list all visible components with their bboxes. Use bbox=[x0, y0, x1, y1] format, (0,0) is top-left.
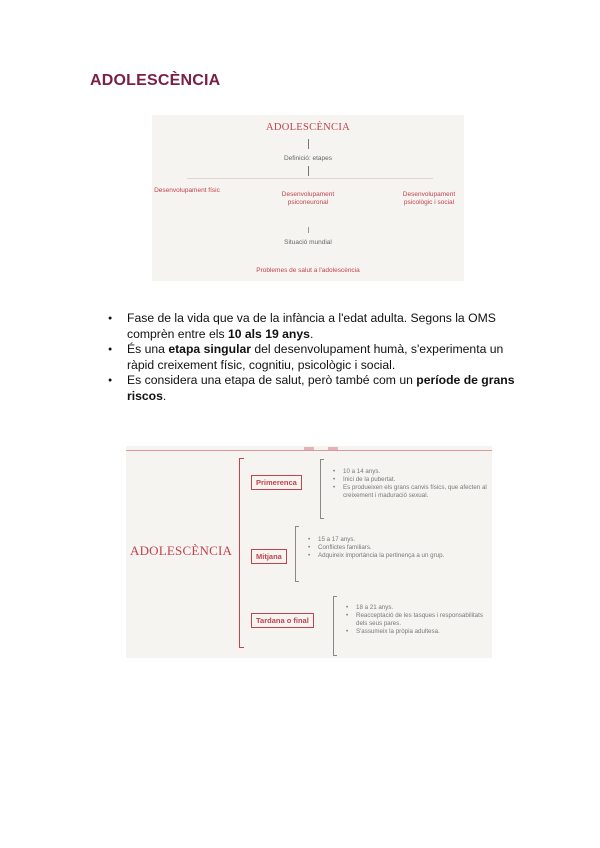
top-border-mark bbox=[304, 447, 314, 450]
figure-title: ADOLESCÈNCIA bbox=[265, 122, 351, 133]
situation-node: Situació mundial bbox=[284, 239, 332, 246]
footer-node: Problemes de salut a l'adolescència bbox=[256, 267, 360, 274]
top-border-mark bbox=[328, 447, 338, 450]
top-border-line bbox=[126, 450, 492, 451]
stage-label-early: Primerenca bbox=[251, 475, 302, 490]
stages-figure bbox=[126, 446, 492, 658]
main-bracket bbox=[239, 458, 244, 648]
bullet-item: ● Es considera una etapa de salut, però també com un període de grans riscos. bbox=[108, 373, 518, 404]
stage-details-early: • 10 a 14 anys. • Inici de la pubertat. • Es produeixen els grans canvis físics, que afecten al creixement i maduració sexual. bbox=[333, 468, 491, 500]
stage-bracket bbox=[333, 596, 337, 656]
bullet-item: ● Fase de la vida que va de la infància a l'edat adulta. Segons la OMS comprèn entre els 10 als 19 anys. bbox=[108, 311, 518, 342]
branch-node-psychosocial: Desenvolupament psicològic i social bbox=[402, 191, 456, 206]
stage-label-late: Tardana o final bbox=[251, 613, 314, 628]
connector-line bbox=[308, 227, 309, 233]
stage-details-late: • 18 a 21 anys. • Reacceptació de les tasques i responsabilitats dels seus pares. • S'assumeix la pròpia adultesa. bbox=[346, 604, 490, 636]
connector-line bbox=[308, 166, 309, 176]
connector-line bbox=[308, 139, 309, 149]
page-title: ADOLESCÈNCIA bbox=[90, 72, 221, 89]
branch-node-physical: Desenvolupament físic bbox=[154, 187, 220, 194]
bullet-item: ● És una etapa singular del desenvolupament humà, s'experimenta un ràpid creixement físic, cognitiu, psicològic i social. bbox=[108, 342, 518, 373]
definition-node: Definició: etapes bbox=[283, 155, 333, 162]
stage-details-middle: • 15 a 17 anys. • Conflictes familiars. • Adquireix importància la pertinença a un grup. bbox=[308, 536, 458, 560]
branch-line bbox=[187, 178, 433, 179]
stage-label-middle: Mitjana bbox=[251, 549, 287, 564]
figure-title: ADOLESCÈNCIA bbox=[130, 543, 233, 558]
stage-bracket bbox=[320, 459, 324, 519]
stage-bracket bbox=[295, 526, 299, 582]
branch-node-psychoneuronal: Desenvolupament psiconeuronal bbox=[281, 191, 335, 206]
concept-map-figure bbox=[152, 115, 464, 281]
bullet-list bbox=[108, 311, 518, 405]
